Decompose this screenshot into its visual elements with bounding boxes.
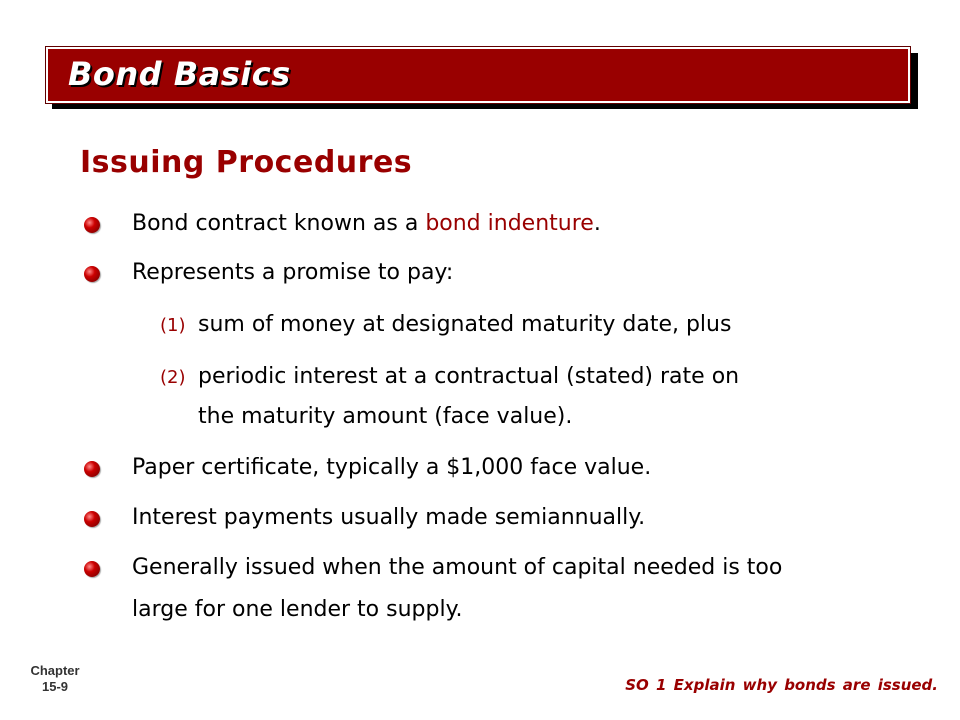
- bullet-icon: [84, 461, 100, 477]
- bullet-icon: [84, 511, 100, 527]
- sub-item-continued: the maturity amount (face value).: [198, 404, 573, 429]
- sub-item: periodic interest at a contractual (stated) rate on: [198, 364, 740, 389]
- bullet-suffix: .: [593, 211, 601, 236]
- bullet-item: Generally issued when the amount of capital needed is too: [132, 555, 783, 580]
- bullet-item: [132, 207, 601, 241]
- bullet-icon: [84, 217, 100, 233]
- chapter-word: Chapter: [30, 663, 80, 678]
- sub-item: sum of money at designated maturity date, plus: [198, 312, 732, 337]
- bullet-item: Represents a promise to pay:: [132, 260, 454, 285]
- sub-item-number: (1): [160, 315, 186, 336]
- chapter-number: 15-9: [41, 679, 69, 694]
- study-objective: SO 1 Explain why bonds are issued.: [625, 676, 938, 694]
- sub-item-number: (2): [160, 367, 186, 388]
- section-heading: Issuing Procedures: [80, 145, 413, 180]
- bullet-icon: [84, 561, 100, 577]
- bullet-item: Interest payments usually made semiannually.: [132, 505, 646, 530]
- chapter-label: [20, 663, 90, 695]
- bullet-icon: [84, 266, 100, 282]
- title-bar: [46, 47, 910, 103]
- slide-title: Bond Basics: [68, 55, 291, 93]
- bullet-item: Paper certificate, typically a $1,000 face value.: [132, 455, 652, 480]
- bullet-text: Bond contract known as a: [132, 211, 426, 236]
- bullet-item-continued: large for one lender to supply.: [132, 597, 463, 622]
- term-highlight: bond indenture: [425, 211, 594, 236]
